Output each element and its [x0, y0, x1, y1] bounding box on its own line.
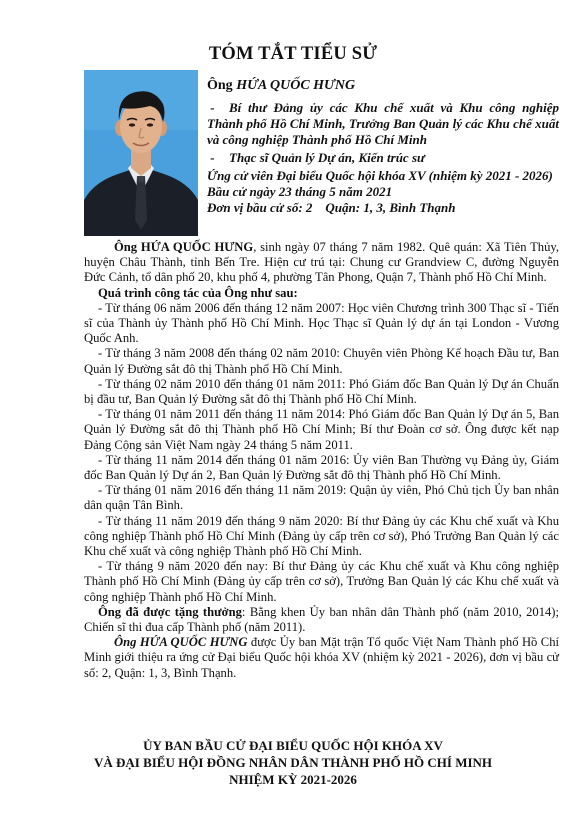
awards-paragraph	[84, 605, 559, 635]
candidate-name-line	[207, 78, 559, 94]
position-line-1: - Bí thư Đảng ủy các Khu chế xuất và Khu công nghiệp Thành phố Hồ Chí Minh, Trưởng Ban Quản lý các Khu chế xuất và công nghiệp Thành phố Hồ Chí Minh	[207, 100, 559, 147]
career-item: - Từ tháng 11 năm 2014 đến tháng 01 năm 2016: Ủy viên Ban Thường vụ Đảng ủy, Giám đốc Ban Quản lý Dự án 2, Ban Quản lý Đường sắt đô thị Thành phố Hồ Chí Minh.	[84, 452, 559, 483]
career-item: - Từ tháng 02 năm 2010 đến tháng 01 năm 2011: Phó Giám đốc Ban Quản lý Dự án Chuẩn bị đầu tư, Ban Quản lý Đường sắt đô thị Thành phố Hồ Chí Minh.	[84, 376, 559, 407]
footer-line-1: ỦY BAN BẦU CỬ ĐẠI BIỂU QUỐC HỘI KHÓA XV	[143, 738, 443, 753]
career-item: - Từ tháng 9 năm 2020 đến nay: Bí thư Đảng ủy các Khu chế xuất và Khu công nghiệp Thành phố Hồ Chí Minh (Đảng ủy cấp trên cơ sở), Trưởng Ban Quản lý các Khu chế xuất và công nghiệp Thành phố Hồ Chí Minh.	[84, 559, 559, 604]
closing-paragraph	[84, 635, 559, 681]
portrait-photo	[84, 70, 198, 236]
position-1: Bí thư Đảng ủy các Khu chế xuất và Khu công nghiệp Thành phố Hồ Chí Minh, Trưởng Ban Quản lý các Khu chế xuất và công nghiệp Thành phố Hồ Chí Minh	[207, 100, 559, 147]
career-item: - Từ tháng 3 năm 2008 đến tháng 02 năm 2010: Chuyên viên Phòng Kế hoạch Đầu tư, Ban Quản lý Đường sắt đô thị Thành phố Hồ Chí Minh.	[84, 346, 559, 376]
issuing-committee	[0, 737, 586, 788]
election-day: Bầu cử ngày 23 tháng 5 năm 2021	[207, 184, 393, 199]
career-item: - Từ tháng 01 năm 2011 đến tháng 11 năm 2014: Phó Giám đốc Ban Quản lý Dự án 5, Ban Quản lý Đường sắt đô thị Thành phố Hồ Chí Minh; Bí thư Đoàn cơ sở. Ông được kết nạp Đảng Cộng sản Việt Nam ngày 24 tháng 5 năm 2011.	[84, 407, 559, 452]
awards-text: : Bằng khen Ủy ban nhân dân Thành phố (năm 2010, 2014); Chiến sĩ thi đua cấp Thành phố (năm 2011).	[84, 604, 559, 635]
portrait-illustration	[84, 70, 198, 236]
name-prefix: Ông	[207, 78, 237, 93]
footer-line-3: NHIỆM KỲ 2021-2026	[229, 772, 357, 787]
career-heading: Quá trình công tác của Ông như sau:	[98, 285, 298, 300]
candidate-name: HỨA QUỐC HƯNG	[236, 78, 356, 93]
page-title: TÓM TẮT TIỂU SỬ	[208, 44, 378, 64]
intro-text: , sinh ngày 07 tháng 7 năm 1982. Quê quán: Xã Tiên Thủy, huyện Châu Thành, tỉnh Bến Tre. Hiện cư trú tại: Chung cư Grandview C, đường Nguyễn Đức Cảnh, tổ dân phố 20, khu phố 4, phường Tân Phong, Quận 7, Thành phố Hồ Chí Minh.	[84, 240, 559, 285]
candidate-header	[207, 78, 559, 216]
intro-name: Ông HỨA QUỐC HƯNG	[114, 240, 254, 254]
footer-line-2: VÀ ĐẠI BIỂU HỘI ĐỒNG NHÂN DÂN THÀNH PHỐ HỒ CHÍ MINH	[93, 755, 493, 770]
biography-body	[84, 240, 559, 681]
closing-text: được Ủy ban Mặt trận Tổ quốc Việt Nam Thành phố Hồ Chí Minh giới thiệu ra ứng cử Đại biểu Quốc hội khóa XV (nhiệm kỳ 2021 - 2026), đơn vị bầu cử số: 2, Quận: 1, 3, Bình Thạnh.	[84, 635, 560, 680]
career-item: - Từ tháng 11 năm 2019 đến tháng 9 năm 2020: Bí thư Đảng ủy các Khu chế xuất và Khu công nghiệp Thành phố Hồ Chí Minh (Đảng ủy cấp trên cơ sở), Phó Trưởng Ban Quản lý các Khu chế xuất và công nghiệp Thành phố Hồ Chí Minh.	[84, 513, 559, 559]
electoral-unit: Đơn vị bầu cử số: 2 Quận: 1, 3, Bình Thạnh	[207, 200, 456, 215]
career-item: - Từ tháng 01 năm 2016 đến tháng 11 năm 2019: Quận ủy viên, Phó Chủ tịch Ủy ban nhân dân quận Tân Bình.	[84, 483, 559, 513]
position-2: Thạc sĩ Quản lý Dự án, Kiến trúc sư	[229, 150, 425, 165]
candidacy: Ứng cử viên Đại biểu Quốc hội khóa XV (nhiệm kỳ 2021 - 2026)	[207, 168, 553, 183]
closing-name: Ông HỨA QUỐC HƯNG	[114, 635, 248, 650]
intro-paragraph	[84, 240, 559, 286]
position-line-2: - Thạc sĩ Quản lý Dự án, Kiến trúc sư	[207, 150, 425, 165]
career-item: - Từ tháng 06 năm 2006 đến tháng 12 năm 2007: Học viên Chương trình 300 Thạc sĩ - Tiến sĩ của Thành ủy Thành phố Hồ Chí Minh. Học Thạc sĩ Quản lý dự án tại London - Vương Quốc Anh.	[84, 300, 559, 346]
awards-heading: Ông đã được tặng thưởng	[98, 604, 242, 619]
